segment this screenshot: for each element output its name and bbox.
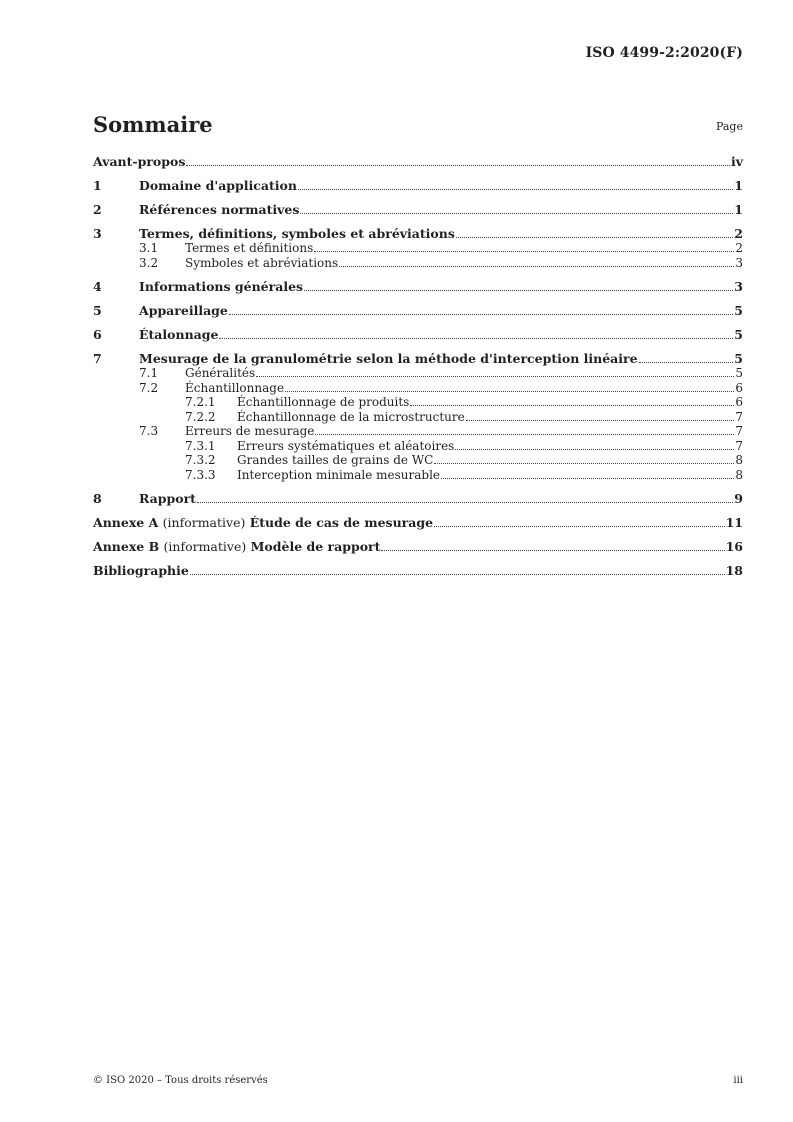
toc-entry-title: Domaine d'application: [139, 178, 297, 193]
toc-entry-page: 2: [735, 241, 743, 255]
toc-entry-title: Avant-propos: [93, 154, 186, 169]
toc-entry-page: 3: [734, 279, 743, 294]
toc-entry-number: 8: [93, 491, 102, 506]
toc-entry-title: Rapport: [139, 491, 196, 506]
toc-entry-title: Informations générales: [139, 279, 304, 294]
toc-entry-2[interactable]: [93, 203, 743, 217]
toc-entry-7-2-2[interactable]: [93, 410, 743, 425]
toc-entry-7-3-2[interactable]: [93, 453, 743, 468]
dot-leader: [410, 405, 734, 406]
toc-entry-title: Erreurs systématiques et aléatoires: [237, 438, 455, 453]
toc-entry-number: 7.2.2: [185, 409, 216, 424]
toc-title: Sommaire: [93, 112, 213, 137]
dot-leader: [441, 478, 734, 479]
dot-leader: [314, 251, 734, 252]
toc-entry-annex-a[interactable]: [93, 516, 743, 530]
dot-leader: [434, 526, 725, 527]
toc-entry-6[interactable]: [93, 328, 743, 342]
toc-entry-title: Généralités: [185, 366, 256, 380]
toc-entry-annex-b[interactable]: [93, 540, 743, 554]
toc-entry-title: Termes et définitions: [185, 241, 314, 255]
dot-leader: [339, 266, 734, 267]
dot-leader: [197, 502, 733, 503]
toc-entry-number: 3.2: [139, 255, 159, 270]
toc-entry-7[interactable]: [93, 352, 743, 366]
dot-leader: [229, 314, 733, 315]
toc-entry-4[interactable]: [93, 280, 743, 294]
dot-leader: [304, 290, 733, 291]
dot-leader: [285, 391, 734, 392]
toc-entry-1[interactable]: [93, 179, 743, 193]
dot-leader: [219, 338, 733, 339]
toc-entry-7-1[interactable]: [93, 366, 743, 381]
toc-entry-page: 7: [735, 409, 743, 424]
toc-entry-page: 7: [735, 424, 743, 438]
toc-entry-title: Références normatives: [139, 202, 300, 217]
toc-entry-title: Échantillonnage de produits: [237, 395, 410, 409]
toc-entry-title: Interception minimale mesurable: [237, 467, 441, 482]
toc-entry-number: 3: [93, 226, 102, 241]
toc-entry-title: Mesurage de la granulométrie selon la méthode d'interception linéaire: [139, 351, 638, 366]
dot-leader: [466, 420, 735, 421]
toc-entry-page: 1: [734, 202, 743, 217]
footer-page-number: iii: [733, 1075, 743, 1086]
dot-leader: [455, 449, 734, 450]
dot-leader: [190, 574, 725, 575]
toc-entry-page: 6: [735, 395, 743, 409]
toc-entry-page: 5: [734, 303, 743, 318]
toc-entry-title: Étalonnage: [139, 327, 219, 342]
toc-entry-page: 2: [734, 226, 743, 241]
dot-leader: [298, 189, 733, 190]
dot-leader: [300, 213, 733, 214]
toc-entry-number: 7.2: [139, 380, 159, 395]
page-column-label: Page: [715, 120, 743, 133]
toc-entry-page: 11: [725, 515, 743, 530]
toc-entry-title: Grandes tailles de grains de WC: [237, 453, 434, 467]
dot-leader: [456, 237, 733, 238]
toc-entry-bibliography[interactable]: [93, 564, 743, 578]
toc-entry-8[interactable]: [93, 492, 743, 506]
toc-entry-7-2[interactable]: [93, 381, 743, 396]
toc-entry-number: 2: [93, 202, 102, 217]
toc-entry-number: 7.3.3: [185, 467, 216, 482]
toc-entry-number: 7.2.1: [185, 395, 216, 409]
annex-title: Étude de cas de mesurage: [249, 515, 434, 530]
toc-entry-number: 6: [93, 327, 102, 342]
dot-leader: [186, 165, 730, 166]
toc-entry-7-3-1[interactable]: [93, 439, 743, 454]
toc-entry-page: 16: [725, 539, 743, 554]
toc-entry-number: 7.3: [139, 424, 159, 438]
annex-prefix: Annexe A: [93, 515, 159, 530]
toc-entry-title: [93, 516, 433, 530]
toc-entry-page: iv: [730, 154, 743, 169]
toc-entry-page: 5: [734, 327, 743, 342]
toc-entry-5[interactable]: [93, 304, 743, 318]
toc-entry-title: [93, 540, 380, 554]
toc-entry-page: 8: [735, 453, 743, 467]
annex-note: (informative): [162, 515, 246, 530]
toc-entry-7-3-3[interactable]: [93, 468, 743, 483]
toc-entry-page: 3: [735, 255, 743, 270]
toc-entry-7-3[interactable]: [93, 424, 743, 439]
toc-entry-page: 18: [725, 563, 743, 578]
toc-entry-title: Appareillage: [139, 303, 228, 318]
toc-entry-title: Bibliographie: [93, 563, 189, 578]
dot-leader: [434, 463, 734, 464]
toc-entry-foreword[interactable]: [93, 155, 743, 169]
toc-entry-page: 7: [735, 438, 743, 453]
toc-entry-number: 1: [93, 178, 102, 193]
dot-leader: [381, 550, 724, 551]
toc-entry-page: 6: [735, 380, 743, 395]
toc-entry-number: 3.1: [139, 241, 159, 255]
toc-entry-title: Symboles et abréviations: [185, 255, 339, 270]
annex-prefix: Annexe B: [93, 539, 160, 554]
toc-entry-number: 7.3.2: [185, 453, 216, 467]
toc-entry-3[interactable]: [93, 227, 743, 241]
toc-entry-title: Échantillonnage de la microstructure: [237, 409, 465, 424]
toc-entry-page: 1: [734, 178, 743, 193]
dot-leader: [256, 376, 734, 377]
dot-leader: [315, 434, 734, 435]
toc-entry-page: 8: [735, 467, 743, 482]
dot-leader: [639, 362, 734, 363]
toc-entry-7-2-1[interactable]: [93, 395, 743, 410]
standard-identifier: ISO 4499-2:2020(F): [585, 45, 743, 61]
toc-entry-number: 7.3.1: [185, 438, 216, 453]
table-of-contents: [93, 155, 743, 578]
toc-entry-page: 5: [734, 351, 743, 366]
toc-entry-page: 5: [735, 366, 743, 380]
toc-entry-number: 4: [93, 279, 102, 294]
toc-entry-title: Échantillonnage: [185, 380, 285, 395]
toc-entry-page: 9: [734, 491, 743, 506]
toc-entry-title: Erreurs de mesurage: [185, 424, 315, 438]
toc-entry-title: Termes, définitions, symboles et abréviations: [139, 226, 455, 241]
toc-entry-number: 5: [93, 303, 102, 318]
toc-entry-number: 7: [93, 351, 102, 366]
toc-entry-3-2[interactable]: [93, 256, 743, 271]
toc-entry-3-1[interactable]: [93, 241, 743, 256]
annex-title: Modèle de rapport: [250, 539, 381, 554]
annex-note: (informative): [163, 539, 247, 554]
footer-copyright: © ISO 2020 – Tous droits réservés: [93, 1075, 268, 1086]
toc-entry-number: 7.1: [139, 366, 159, 380]
